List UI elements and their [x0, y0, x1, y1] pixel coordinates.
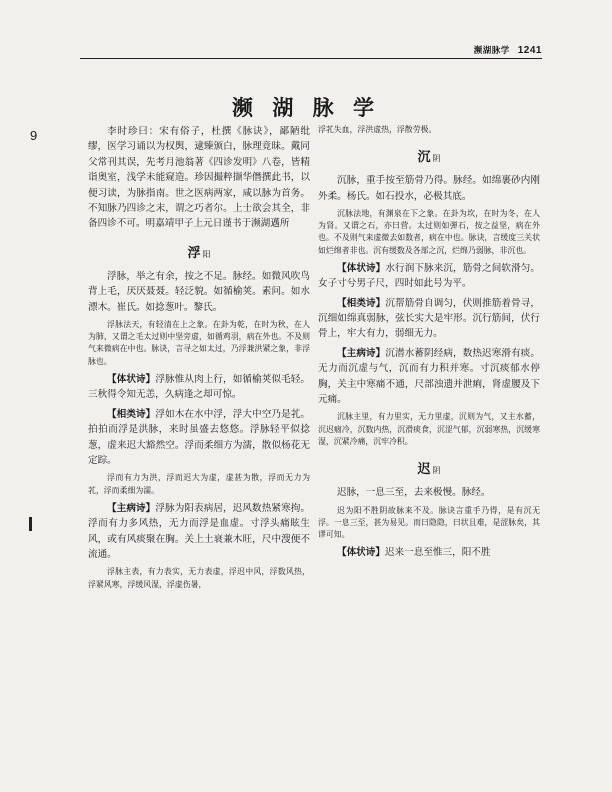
- preface-paragraph: 李时珍曰：宋有俗子，杜撰《脉诀》，鄙陋纰缪，医学习诵以为权舆，逮臻颁白，脉理竟昧。戴同父常刊其误，先考月池翁著《四诊发明》八卷，皆精诣奥室，浅学未能窥造。珍因撮粹撷华僭撰此书，以便习读，为脉指南。世之医病两家，咸以脉为首务。不知脉乃四诊之末，谓之巧者尔。上士欲会其全，非备四诊不可。明嘉靖甲子上元日谨书于濒湖邁所: [88, 126, 310, 230]
- commentary: 浮芤失血，浮洪虚热，浮散劳极。: [318, 125, 437, 134]
- section-heading-chi: [318, 458, 540, 477]
- margin-number: 9: [30, 128, 38, 143]
- paragraph: 迟脉，一息三至，去来极慢。脉经。: [337, 487, 491, 499]
- section-name: 沉: [417, 150, 431, 166]
- verse-text: 水行润下脉来沉，筋骨之间软滑匀。女子寸兮男子尺，四时如此号为平。: [318, 262, 541, 290]
- verse-text: 沉潜水蓄阴经病，数热迟寒滑有痰。无力而沉虚与气，沉而有力积并寒。寸沉痰郁水停胸，关主中寒痛不通，尺部浊遗并泄痢，肾虚腰及下元痛。: [318, 347, 541, 406]
- verse-paragraph: [318, 346, 540, 408]
- verse-text: 迟来一息至惟三，阳不胜: [384, 547, 491, 559]
- verse-paragraph: [318, 261, 540, 292]
- section-name: 浮: [187, 245, 201, 261]
- commentary: 浮而有力为洪，浮而迟大为虚，虚甚为散，浮而无力为芤，浮而柔细为濡。: [88, 473, 310, 495]
- verse-tag: 【体状诗】: [337, 547, 385, 559]
- section-heading-chen: [318, 146, 540, 165]
- verse-paragraph: [318, 296, 540, 342]
- header-rule: [80, 58, 542, 59]
- section-sub: 阴: [432, 466, 441, 476]
- commentary: 沉脉法地，有渊泉在下之象。在卦为坎，在时为冬，在人为肾。又谓之石，亦曰营。太过则如弹石，按之益坚，病在外也。不及则气来虚微去如数者，病在中也。脉诀，言缓度三关状如烂绵者非也。沉有缓数及各部之沉，烂绵乃弱脉，非沉也。: [318, 209, 540, 255]
- section-name: 迟: [417, 462, 431, 478]
- verse-tag: 【相类诗】: [107, 408, 156, 420]
- running-head-title: 濒湖脉学: [473, 46, 510, 56]
- verse-paragraph: [318, 545, 540, 560]
- right-column: [318, 124, 540, 565]
- left-column: [88, 124, 310, 595]
- verse-text: 浮如木在水中浮，浮大中空乃是芤。拍拍而浮是洪脉，来时虽盛去悠悠。浮脉轻平似捻葱，虚来迟大豁然空。浮而柔细方为濡，散似杨花无定踪。: [88, 408, 311, 466]
- verse-text: 沉帮筋骨自调匀，伏则推筋着骨寻，沉细如绵真弱脉，弦长实大是牢形。沉行筋间，伏行骨上，牢大有力，弱细无力。: [318, 297, 541, 340]
- page-number: 1241: [517, 45, 542, 56]
- verse-tag: 【主病诗】: [107, 502, 156, 514]
- commentary: 浮脉法天，有轻清在上之象。在卦为乾，在时为秋，在人为肺，又谓之毛太过则中坚旁虚，如循鸡羽，病在外也。不及则气来微病在中也。脉诀，言寻之如太过，乃浮兼洪紧之象，非浮脉也。: [88, 320, 310, 366]
- section-sub: 阴: [432, 154, 441, 164]
- paragraph: 浮脉，举之有余，按之不足。脉经。如微风吹鸟背上毛，厌厌聂聂。轻泛貌。如循榆荚。素问。如水漂木。崔氏。如捻葱叶。黎氏。: [88, 270, 310, 313]
- page-title: 濒 湖 脉 学: [232, 95, 380, 120]
- verse-paragraph: [88, 407, 310, 469]
- verse-tag: 【相类诗】: [337, 297, 386, 309]
- section-sub: 阳: [202, 249, 211, 259]
- verse-paragraph: [88, 501, 310, 563]
- verse-tag: 【主病诗】: [337, 347, 386, 359]
- verse-tag: 【体状诗】: [107, 373, 156, 385]
- commentary: 浮脉主表，有力表实，无力表虚，浮迟中风，浮数风热，浮紧风寒，浮缓风湿，浮虚伤暑，: [88, 567, 310, 589]
- verse-text: 浮脉惟从肉上行，如循榆荚似毛轻。三秋得令知无恙，久病逢之却可惊。: [88, 373, 311, 401]
- verse-text: 浮脉为阳表病居，迟风数热紧寒拘。浮而有力多风热，无力而浮是血虚。寸浮头痛眩生风，或有风痰聚在胸。关上土衰兼木旺，尺中溲便不流通。: [88, 502, 311, 560]
- commentary: 迟为阳不胜阴故脉来不及。脉诀言重手乃得，是有沉无浮。一息三至，甚为易见。而曰隐隐，曰状且难，是涩脉矣，其谬可知。: [318, 505, 540, 539]
- running-head: [474, 44, 542, 56]
- verse-paragraph: [88, 372, 310, 403]
- section-heading-fu: [88, 242, 310, 261]
- margin-mark: [29, 517, 32, 531]
- paragraph: 沉脉，重手按至筋骨乃得。脉经。如绵裹砂内刚外柔。杨氏。如石投水，必极其底。: [318, 175, 540, 202]
- verse-tag: 【体状诗】: [337, 262, 386, 274]
- commentary: 沉脉主里，有力里实，无力里虚，沉则为气，又主水蓄，沉迟痼冷，沉数内热，沉滑痰食，沉涩气郁，沉弱寒热，沉缓寒湿，沉紧冷痛，沉牢冷积。: [318, 412, 540, 446]
